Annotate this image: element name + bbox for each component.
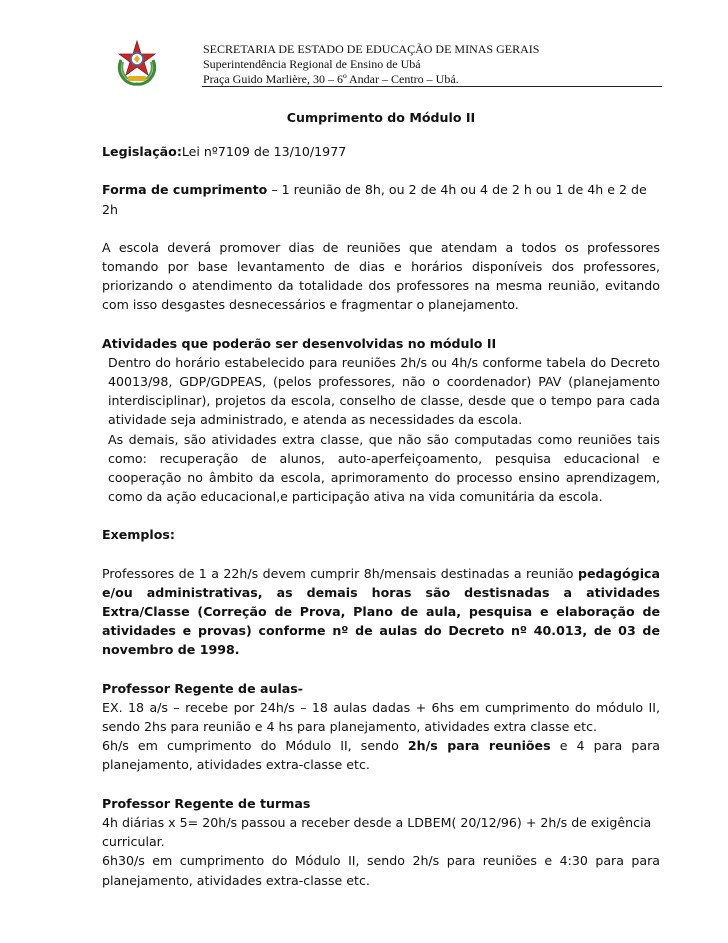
document-body [102,108,660,890]
professores-text: Professores de 1 a 22h/s devem cumprir 8h/mensais destinadas a reunião [102,565,578,581]
atividades-paragraph-2: As demais, são atividades extra classe, que não são computadas como reuniões tais como: recuperação de alunos, auto-aperfeiçoamento, pesquisa educacional e cooperação no âmbito da escola, aprimoramento do processo ensino aprendizagem, como da ação educacional,e participação ativa na vida comunitária da escola. [108,431,660,505]
header-divider [202,86,662,87]
legislacao-line [102,142,660,161]
header-line-address: Praça Guido Marlière, 30 – 6º Andar – Centro – Ubá. [203,72,459,86]
regente-aulas-paragraph-2 [102,736,660,774]
professores-paragraph [102,564,660,660]
atividades-heading-text: Atividades que poderão ser desenvolvidas no módulo II [102,335,497,351]
professores-bold-text: pedagógica e/ou administrativas, as demais horas são destisnadas a atividades Extra/Classe (Correção de Prova, Plano de aula, pesquisa e elaboração de atividades e provas) conforme nº de aulas do Decreto nº 40.013, de 03 de novembro de 1998. [102,565,660,658]
header-line-superintendencia: Superintendência Regional de Ensino de Ubá [203,57,421,71]
letterhead-text [203,42,539,87]
document-title: Cumprimento do Módulo II [286,110,476,125]
forma-line [102,180,660,218]
legislacao-value: Lei nº7109 de 13/10/1977 [181,144,347,160]
paragraph-reunioes: A escola deverá promover dias de reuniões que atendam a todos os professores tomando por base levantamento de dias e horários disponíveis dos professores, priorizando o atendimento da totalidade dos professores na mesma reunião, evitando com isso desgastes desnecessários e fragmentar o planejamento. [102,239,660,313]
regente-turmas-paragraph-1: 4h diárias x 5= 20h/s passou a receber desde a LDBEM( 20/12/96) + 2h/s de exigência curricular. [102,814,652,850]
regente-aulas-heading [102,679,660,698]
header-line-secretaria: SECRETARIA DE ESTADO DE EDUCAÇÃO DE MINAS GERAIS [203,42,540,56]
regente-aulas-p2-end: e 4 para para planejamento, atividades extra-classe etc. [102,738,660,773]
atividades-heading [102,334,660,353]
atividades-paragraph-1: Dentro do horário estabelecido para reuniões 2h/s ou 4h/s conforme tabela do Decreto 40013/98, GDP/GDPEAS, (pelos professores, não o coordenador) PAV (planejamento interdisciplinar), projetos da escola, conselho de classe, desde que o tempo para cada atividade seja administrado, e atenda as necessidades da escola. [108,354,660,428]
exemplos-heading [102,525,660,544]
regente-turmas-heading-text: Professor Regente de turmas [102,795,311,811]
letterhead [102,36,662,92]
regente-turmas-heading [102,794,660,813]
legislacao-label: Legislação: [102,144,182,160]
regente-aulas-heading-text: Professor Regente de aulas- [102,680,304,696]
minas-gerais-coat-of-arms-icon [112,38,162,86]
exemplos-heading-text: Exemplos: [102,527,175,543]
regente-aulas-p2-start: 6h/s em cumprimento do Módulo II, sendo [102,738,408,754]
regente-turmas-paragraph-2: 6h30/s em cumprimento do Módulo II, sendo 2h/s para reuniões e 4:30 para para planejamento, atividades extra-classe etc. [102,853,660,888]
regente-aulas-paragraph-1: EX. 18 a/s – recebe por 24h/s – 18 aulas dadas + 6hs em cumprimento do módulo II, sendo 2hs para reunião e 4 hs para planejamento, atividades extra classe etc. [102,699,660,735]
regente-aulas-p2-bold: 2h/s para reuniões [407,738,551,754]
forma-label: Forma de cumprimento [102,182,268,198]
forma-value: – 1 reunião de 8h, ou 2 de 4h ou 4 de 2 h ou 1 de 4h e 2 de 2h [102,182,647,217]
